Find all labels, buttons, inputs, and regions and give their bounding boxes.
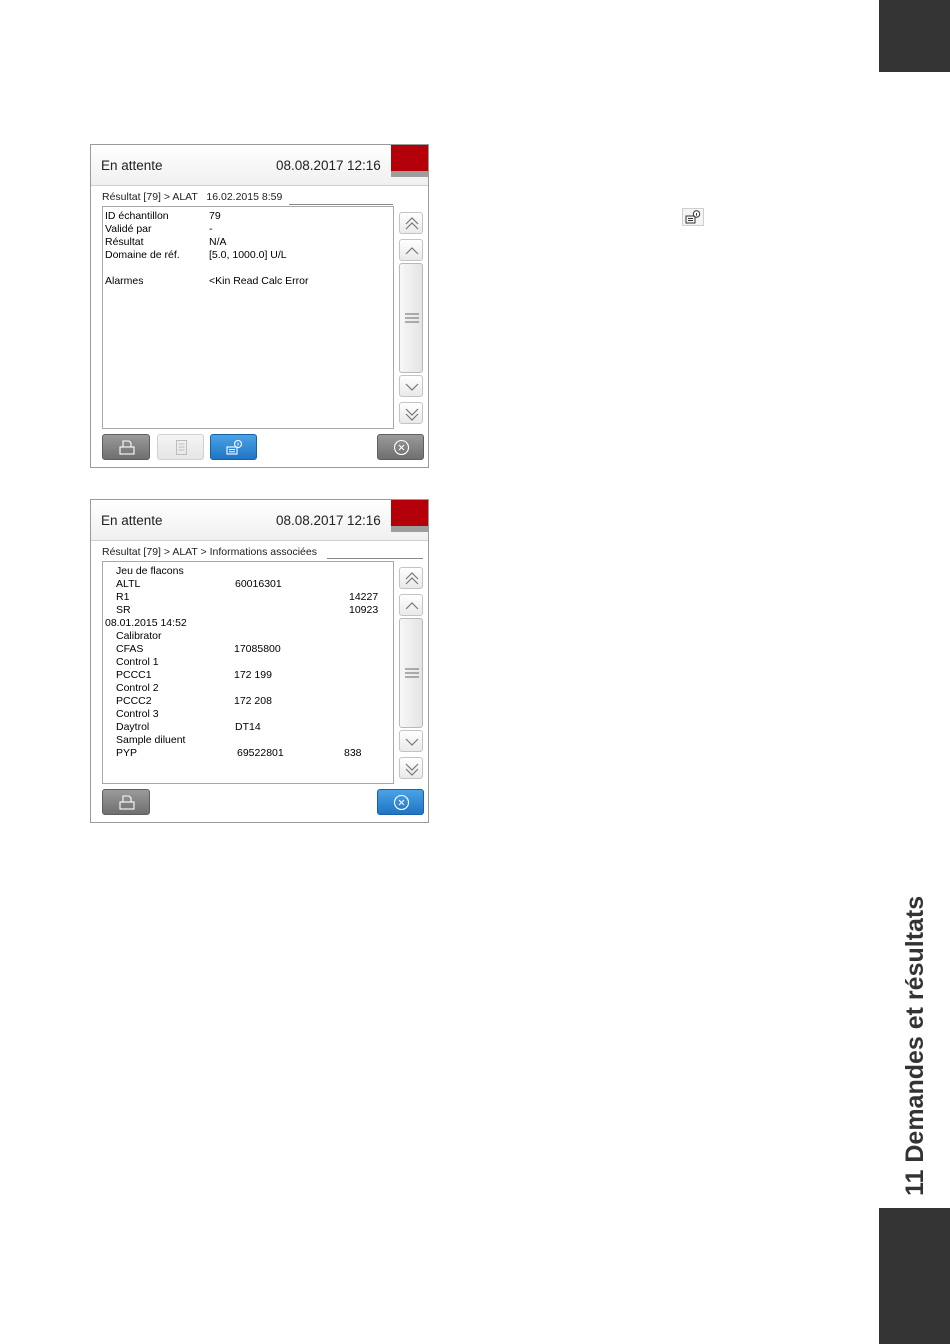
scroll-down-button[interactable] [399,375,423,397]
group-label: Control 2 [116,682,159,694]
printer-icon [119,440,135,455]
item-lot: 69522801 [237,747,284,759]
item-lot: DT14 [235,721,261,733]
breadcrumb: Résultat [79] > ALAT 16.02.2015 8:59 [102,191,283,203]
row-label: ID échantillon [105,210,169,222]
group-label: Control 3 [116,708,159,720]
header-time: 12:16 [347,158,381,173]
row-label: Alarmes [105,275,144,287]
chevron-down-icon [405,735,419,749]
result-details-panel [102,206,394,429]
item-name: Daytrol [116,721,150,733]
double-chevron-up-icon [405,217,419,231]
timestamp: 08.01.2015 14:52 [105,617,187,629]
group-label: Sample diluent [116,734,186,746]
scroll-down-button[interactable] [399,730,423,752]
group-label: Calibrator [116,630,162,642]
row-value: - [209,223,213,235]
scrollbar-thumb[interactable] [399,618,423,728]
scroll-bottom-button[interactable] [399,402,423,424]
item-lot: 60016301 [235,578,282,590]
group-label: Jeu de flacons [116,565,184,577]
row-value: [5.0, 1000.0] U/L [209,249,287,261]
header-time: 12:16 [347,513,381,528]
double-chevron-down-icon [405,407,419,421]
scroll-up-button[interactable] [399,594,423,616]
result-detail-screen [90,144,429,468]
chevron-up-icon [405,244,419,258]
item-lot: 172 199 [234,669,272,681]
row-label: Domaine de réf. [105,249,180,261]
chevron-down-icon [405,380,419,394]
close-circle-icon [393,794,410,811]
item-name: PCCC2 [116,695,152,707]
group-label: Control 1 [116,656,159,668]
associated-info-icon [226,439,243,456]
alarm-status-indicator[interactable] [391,500,428,532]
chapter-tab-bottom [879,1208,950,1344]
item-name: ALTL [116,578,141,590]
breadcrumb-rule [289,204,393,205]
status-text: En attente [101,513,163,528]
scroll-top-button[interactable] [399,212,423,234]
associated-info-panel [102,561,394,784]
scroll-up-button[interactable] [399,239,423,261]
chevron-up-icon [405,599,419,613]
double-chevron-up-icon [405,572,419,586]
scrollbar-thumb[interactable] [399,263,423,373]
close-button[interactable] [377,789,424,815]
close-button[interactable] [377,434,424,460]
close-circle-icon [393,439,410,456]
row-value: N/A [209,236,227,248]
row-label: Validé par [105,223,152,235]
item-name: SR [116,604,131,616]
item-name: R1 [116,591,130,603]
breadcrumb-rule [327,558,423,559]
header-date: 08.08.2017 [276,158,344,173]
grip-lines-icon [405,667,419,679]
chapter-title: 11 Demandes et résultats [901,895,929,1196]
item-count: 10923 [349,604,379,616]
row-value: <Kin Read Calc Error [209,275,309,287]
chapter-tab-top [879,0,950,72]
status-header [91,145,428,186]
header-date: 08.08.2017 [276,513,344,528]
double-chevron-down-icon [405,762,419,776]
print-button[interactable] [102,434,150,460]
item-lot: 17085800 [234,643,281,655]
scroll-top-button[interactable] [399,567,423,589]
alarm-status-indicator[interactable] [391,145,428,177]
item-name: PCCC1 [116,669,152,681]
document-list-button[interactable] [157,434,204,460]
status-header [91,500,428,541]
print-button[interactable] [102,789,150,815]
associated-info-button[interactable] [210,434,257,460]
document-list-icon [176,440,187,455]
breadcrumb: Résultat [79] > ALAT > Informations associées [102,546,317,558]
grip-lines-icon [405,312,419,324]
row-value: 79 [209,210,221,222]
item-count: 14227 [349,591,379,603]
status-text: En attente [101,158,163,173]
associated-info-screen [90,499,429,823]
printer-icon [119,795,135,810]
associated-info-icon [682,208,704,226]
row-label: Résultat [105,236,144,248]
item-lot: 172 208 [234,695,272,707]
item-name: CFAS [116,643,144,655]
item-count: 838 [344,747,362,759]
scroll-bottom-button[interactable] [399,757,423,779]
item-name: PYP [116,747,138,759]
